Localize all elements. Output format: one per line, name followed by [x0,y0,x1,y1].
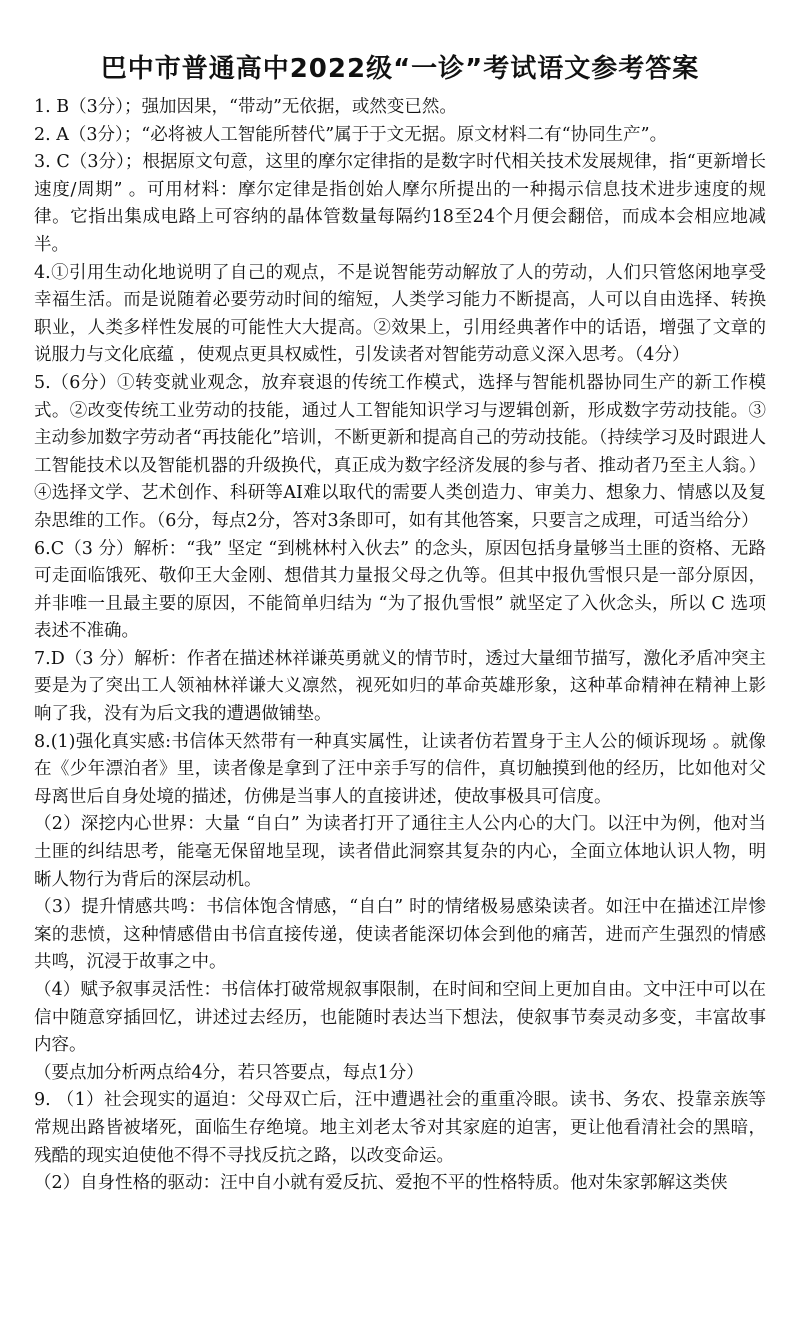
answer-item-2: 2. A（3分）；“必将被人工智能所替代”属于于文无据。原文材料二有“协同生产”。 [34,124,668,145]
answer-item-9-point-2: （2）自身性格的驱动：汪中自小就有爱反抗、爱抱不平的性格特质。他对朱家郭解这类侠 [34,1173,728,1194]
document-title: 巴中市普通高中2022级“一诊”考试语文参考答案 [100,54,700,84]
answer-item-8-point-2: （2）深挖内心世界：大量 “自白” 为读者打开了通往主人公内心的大门。以汪中为例，他对当土匪的纠结思考，能毫无保留地呈现，读者借此洞察其复杂的内心，全面立体地认识人物，明晰人物行为背后的深层动机。 [34,814,766,890]
answer-item-7: 7.D（3 分）解析：作者在描述林祥谦英勇就义的情节时，透过大量细节描写，激化矛盾冲突主要是为了突出工人领袖林祥谦大义凛然，视死如归的革命英雄形象，这种革命精神在精神上影响了我，没有为后文我的遭遇做铺垫。 [34,648,766,725]
answer-item-8-point-4: （4）赋予叙事灵活性：书信体打破常规叙事限制，在时间和空间上更加自由。文中汪中可以在信中随意穿插回忆，讲述过去经历，也能随时表达当下想法，使叙事节奏灵动多变，丰富故事内容。 [34,980,766,1056]
answer-item-6: 6.C（3 分）解析：“我” 坚定 “到桃林村入伙去” 的念头，原因包括身量够当土匪的资格、无路可走面临饿死、敬仰王大金刚、想借其力量报父母之仇等。但其中报仇雪恨只是一部分原因，并非唯一且最主要的原因，不能简单归结为 “为了报仇雪恨” 就坚定了入伙念头，所以 C 选项表述不准确。 [34,538,766,642]
answer-item-8-scoring-note: （要点加分析两点给4分，若只答要点，每点1分） [34,1062,424,1083]
answer-item-1: 1. B（3分）；强加因果，“带动”无依据，或然变已然。 [34,97,457,117]
answer-item-9-point-1: 9. （1）社会现实的逼迫：父母双亡后，汪中遭遇社会的重重冷眼。读书、务农、投靠亲族等常规出路皆被堵死，面临生存绝境。地主刘老太爷对其家庭的迫害，更让他看清社会的黑暗，残酷的现实迫使他不得不寻找反抗之路，以改变命运。 [34,1090,766,1166]
answer-item-4: 4.①引用生动化地说明了自己的观点，不是说智能劳动解放了人的劳动，人们只管悠闲地享受幸福生活。而是说随着必要劳动时间的缩短，人类学习能力不断提高，人可以自由选择、转换职业，人类多样性发展的可能性大大提高。②效果上，引用经典著作中的话语，增强了文章的说服力与文化底蕴 ，使观点更具权威性，引发读者对智能劳动意义深入思考。（4分） [34,262,766,366]
answer-item-3: 3. C（3分）；根据原文句意，这里的摩尔定律指的是数字时代相关技术发展规律，指“更新增长速度/周期” 。可用材料：摩尔定律是指创始人摩尔所提出的一种揭示信息技术进步速度的规律。它指出集成电路上可容纳的晶体管数量每隔约18至24个月便会翻倍，而成本会相应地减半。 [34,152,766,255]
answer-item-8-point-3: （3）提升情感共鸣：书信体饱含情感，“自白” 时的情绪极易感染读者。如汪中在描述江岸惨案的悲愤，这种情感借由书信直接传递，使读者能深切体会到他的痛苦，进而产生强烈的情感共鸣，沉浸于故事之中。 [34,897,766,973]
answer-item-5: 5.（6分）①转变就业观念，放弃衰退的传统工作模式，选择与智能机器协同生产的新工作模式。②改变传统工业劳动的技能，通过人工智能知识学习与逻辑创新，形成数字劳动技能。③主动参加数字劳动者“再技能化”培训，不断更新和提高自己的劳动技能。（持续学习及时跟进人工智能技术以及智能机器的升级换代，真正成为数字经济发展的参与者、推动者乃至主人翁。）④选择文学、艺术创作、科研等AI难以取代的需要人类创造力、审美力、想象力、情感以及复杂思维的工作。（6分，每点2分，答对3条即可，如有其他答案，只要言之成理，可适当给分） [34,372,766,531]
answer-item-8-point-1: 8.(1)强化真实感:书信体天然带有一种真实属性，让读者仿若置身于主人公的倾诉现场 。就像在《少年漂泊者》里，读者像是拿到了汪中亲手写的信件，真切触摸到他的经历，比如他对父母离世后自身处境的描述，仿佛是当事人的直接讲述，使故事极具可信度。 [34,731,766,807]
answer-body [34,94,766,1198]
